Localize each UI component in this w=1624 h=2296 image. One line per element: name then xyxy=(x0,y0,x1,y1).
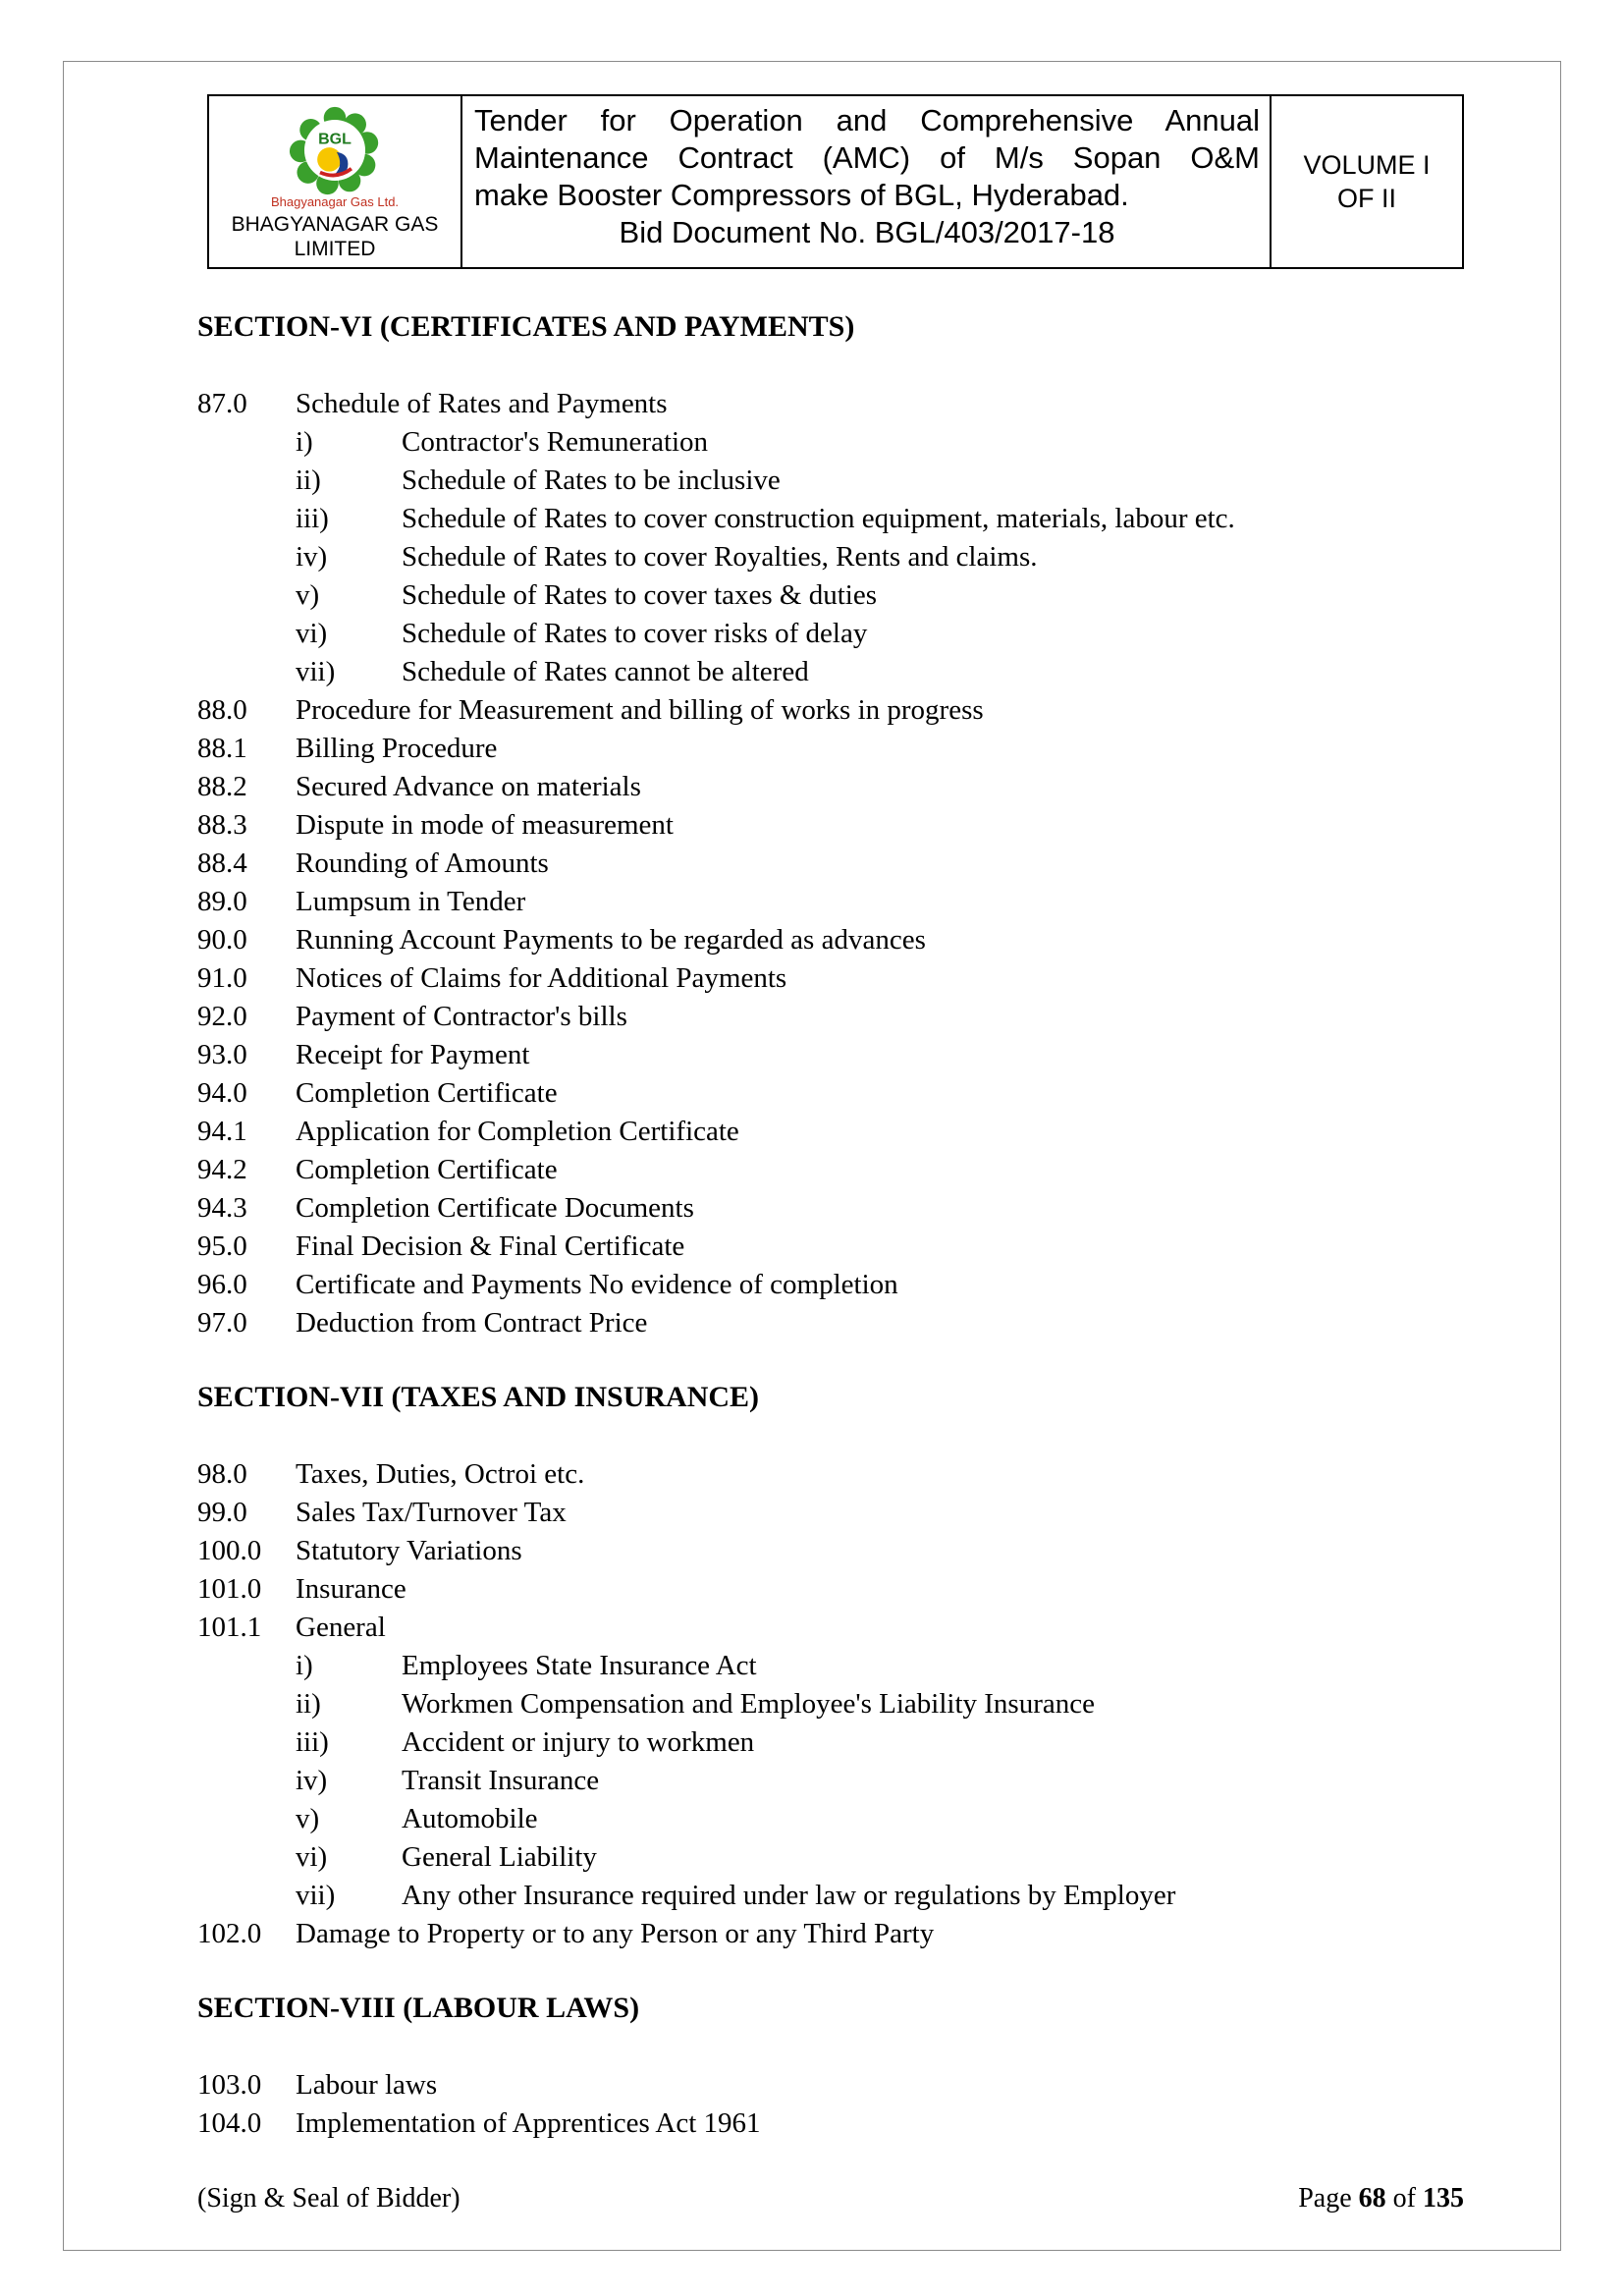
item-number: 88.0 xyxy=(197,694,247,726)
item-label: Schedule of Rates cannot be altered xyxy=(402,656,809,687)
item-number: 102.0 xyxy=(197,1918,262,1949)
section-heading: SECTION-VI (CERTIFICATES AND PAYMENTS) xyxy=(197,310,855,343)
item-number: 89.0 xyxy=(197,886,247,917)
toc-item xyxy=(197,959,1513,998)
item-number: vii) xyxy=(296,1880,336,1911)
toc-subitem xyxy=(197,500,1513,538)
item-number: 99.0 xyxy=(197,1497,247,1528)
item-label: Application for Completion Certificate xyxy=(296,1116,739,1147)
item-label: Final Decision & Final Certificate xyxy=(296,1230,685,1262)
toc-subitem xyxy=(197,423,1513,462)
toc-subitem xyxy=(197,1800,1513,1838)
item-number: vi) xyxy=(296,618,328,649)
total-pages: 135 xyxy=(1423,2183,1464,2214)
toc-section xyxy=(197,1989,1513,2143)
toc-item xyxy=(197,1494,1513,1532)
toc-item xyxy=(197,845,1513,883)
toc-item xyxy=(197,1189,1513,1228)
item-label: Taxes, Duties, Octroi etc. xyxy=(296,1458,585,1490)
toc-item xyxy=(197,1151,1513,1189)
toc-item xyxy=(197,1113,1513,1151)
toc-subitem xyxy=(197,1723,1513,1762)
item-label: Receipt for Payment xyxy=(296,1039,530,1070)
item-label: Completion Certificate Documents xyxy=(296,1192,694,1224)
item-label: Running Account Payments to be regarded as advances xyxy=(296,924,926,956)
item-number: 100.0 xyxy=(197,1535,262,1566)
item-number: 94.1 xyxy=(197,1116,247,1147)
item-number: 101.0 xyxy=(197,1573,262,1605)
toc-item xyxy=(197,1609,1513,1647)
item-number: vii) xyxy=(296,656,336,687)
tender-title xyxy=(462,96,1272,267)
item-number: iii) xyxy=(296,1726,329,1758)
toc-subitem xyxy=(197,1647,1513,1685)
item-label: Sales Tax/Turnover Tax xyxy=(296,1497,567,1528)
document-header xyxy=(207,94,1464,269)
item-number: 97.0 xyxy=(197,1307,247,1339)
toc-item xyxy=(197,1915,1513,1953)
item-number: 93.0 xyxy=(197,1039,247,1070)
toc-subitem xyxy=(197,1877,1513,1915)
section-heading: SECTION-VIII (LABOUR LAWS) xyxy=(197,1992,640,2024)
toc xyxy=(197,307,1513,2143)
item-number: 88.1 xyxy=(197,733,247,764)
toc-subitem xyxy=(197,615,1513,653)
item-number: iv) xyxy=(296,1765,328,1796)
item-number: 101.1 xyxy=(197,1612,262,1643)
item-number: 95.0 xyxy=(197,1230,247,1262)
toc-item xyxy=(197,806,1513,845)
toc-subitem xyxy=(197,653,1513,691)
bgl-logo-icon xyxy=(289,104,381,196)
item-label: Billing Procedure xyxy=(296,733,498,764)
toc-item xyxy=(197,768,1513,806)
page-indicator xyxy=(1298,2183,1464,2214)
item-label: Contractor's Remuneration xyxy=(402,426,709,458)
svg-text:BGL: BGL xyxy=(318,131,352,148)
toc-item xyxy=(197,1228,1513,1266)
sign-seal-label: (Sign & Seal of Bidder) xyxy=(197,2183,460,2214)
item-label: Schedule of Rates to cover taxes & duties xyxy=(402,579,878,611)
logo-tagline: Bhagyanagar Gas Ltd. xyxy=(270,194,400,209)
item-label: Automobile xyxy=(402,1803,538,1834)
item-label: Labour laws xyxy=(296,2069,438,2101)
section-heading: SECTION-VII (TAXES AND INSURANCE) xyxy=(197,1381,760,1413)
page-word: Page xyxy=(1298,2183,1352,2214)
title-line-2: Maintenance Contract (AMC) of M/s Sopan O&M xyxy=(474,140,1260,175)
volume-line1: VOLUME I xyxy=(1303,150,1431,180)
item-label: Schedule of Rates and Payments xyxy=(296,388,668,419)
item-label: Transit Insurance xyxy=(402,1765,600,1796)
toc-item xyxy=(197,691,1513,730)
toc-item xyxy=(197,1532,1513,1570)
item-label: Schedule of Rates to cover Royalties, Rents and claims. xyxy=(402,541,1038,573)
toc-subitem xyxy=(197,576,1513,615)
item-number: i) xyxy=(296,426,313,458)
item-label: Secured Advance on materials xyxy=(296,771,641,802)
item-label: Schedule of Rates to cover risks of delay xyxy=(402,618,868,649)
toc-item xyxy=(197,730,1513,768)
item-label: Any other Insurance required under law or regulations by Employer xyxy=(402,1880,1176,1911)
item-number: iii) xyxy=(296,503,329,534)
item-label: Lumpsum in Tender xyxy=(296,886,526,917)
toc-subitem xyxy=(197,1685,1513,1723)
item-number: 104.0 xyxy=(197,2107,262,2139)
toc-subitem xyxy=(197,462,1513,500)
of-word: of xyxy=(1392,2183,1416,2214)
item-number: 88.2 xyxy=(197,771,247,802)
item-number: 91.0 xyxy=(197,962,247,994)
item-label: General Liability xyxy=(402,1841,597,1873)
toc-item xyxy=(197,1304,1513,1342)
item-label: Dispute in mode of measurement xyxy=(296,809,674,841)
item-label: Rounding of Amounts xyxy=(296,847,549,879)
item-number: 94.0 xyxy=(197,1077,247,1109)
item-label: Accident or injury to workmen xyxy=(402,1726,755,1758)
page-number: 68 xyxy=(1358,2183,1386,2214)
title-line-4: Bid Document No. BGL/403/2017-18 xyxy=(619,215,1115,249)
item-label: Employees State Insurance Act xyxy=(402,1650,757,1681)
item-label: Schedule of Rates to be inclusive xyxy=(402,465,781,496)
item-number: 103.0 xyxy=(197,2069,262,2101)
item-label: Completion Certificate xyxy=(296,1077,558,1109)
item-label: Damage to Property or to any Person or any Third Party xyxy=(296,1918,935,1949)
item-label: Procedure for Measurement and billing of works in progress xyxy=(296,694,984,726)
toc-item xyxy=(197,883,1513,921)
item-number: 90.0 xyxy=(197,924,247,956)
item-number: 88.4 xyxy=(197,847,247,879)
item-label: Implementation of Apprentices Act 1961 xyxy=(296,2107,761,2139)
page-border xyxy=(63,61,1561,2251)
toc-subitem xyxy=(197,1762,1513,1800)
title-line-3: make Booster Compressors of BGL, Hyderabad. xyxy=(474,178,1129,212)
item-label: General xyxy=(296,1612,386,1643)
logo-cell xyxy=(209,96,462,267)
company-name-line2: LIMITED xyxy=(294,238,376,260)
volume-line2: OF II xyxy=(1337,184,1396,213)
item-number: vi) xyxy=(296,1841,328,1873)
toc-item xyxy=(197,1455,1513,1494)
item-number: 98.0 xyxy=(197,1458,247,1490)
item-number: 94.2 xyxy=(197,1154,247,1185)
item-label: Schedule of Rates to cover construction equipment, materials, labour etc. xyxy=(402,503,1235,534)
toc-section xyxy=(197,307,1513,1342)
toc-item xyxy=(197,2105,1513,2143)
item-label: Deduction from Contract Price xyxy=(296,1307,648,1339)
item-number: 94.3 xyxy=(197,1192,247,1224)
item-label: Completion Certificate xyxy=(296,1154,558,1185)
toc-item xyxy=(197,1266,1513,1304)
toc-subitem xyxy=(197,538,1513,576)
toc-item xyxy=(197,1570,1513,1609)
item-label: Payment of Contractor's bills xyxy=(296,1001,627,1032)
item-label: Statutory Variations xyxy=(296,1535,522,1566)
toc-item xyxy=(197,2066,1513,2105)
volume-cell xyxy=(1272,96,1462,267)
item-number: v) xyxy=(296,1803,320,1834)
company-name-line1: BHAGYANAGAR GAS xyxy=(231,213,439,236)
item-label: Notices of Claims for Additional Payments xyxy=(296,962,787,994)
toc-item xyxy=(197,1036,1513,1074)
item-number: 87.0 xyxy=(197,388,247,419)
toc-section xyxy=(197,1378,1513,1953)
toc-item xyxy=(197,921,1513,959)
toc-item xyxy=(197,1074,1513,1113)
toc-item xyxy=(197,385,1513,423)
item-label: Insurance xyxy=(296,1573,406,1605)
item-label: Certificate and Payments No evidence of completion xyxy=(296,1269,898,1300)
item-number: v) xyxy=(296,579,320,611)
item-number: iv) xyxy=(296,541,328,573)
item-number: i) xyxy=(296,1650,313,1681)
title-line-1: Tender for Operation and Comprehensive Annual xyxy=(474,103,1260,137)
item-label: Workmen Compensation and Employee's Liability Insurance xyxy=(402,1688,1095,1720)
page-footer xyxy=(197,2183,1464,2214)
item-number: ii) xyxy=(296,465,321,496)
item-number: 96.0 xyxy=(197,1269,247,1300)
toc-subitem xyxy=(197,1838,1513,1877)
item-number: 92.0 xyxy=(197,1001,247,1032)
item-number: 88.3 xyxy=(197,809,247,841)
toc-item xyxy=(197,998,1513,1036)
item-number: ii) xyxy=(296,1688,321,1720)
